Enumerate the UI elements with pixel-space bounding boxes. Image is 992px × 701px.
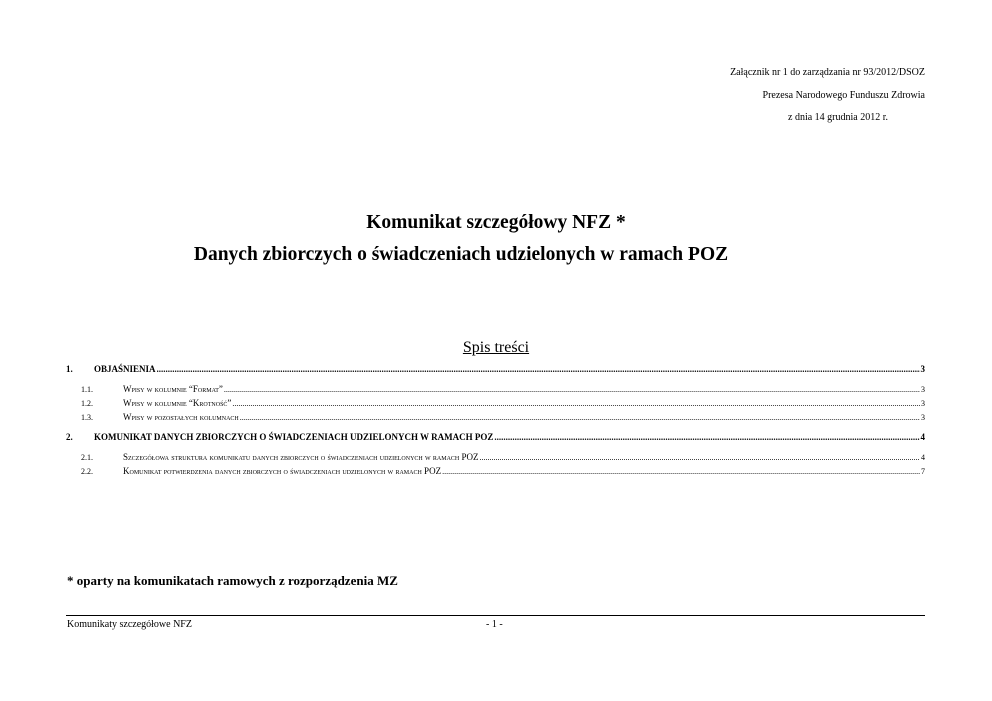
toc-entry-label: OBJAŚNIENIA	[94, 364, 156, 374]
toc-entry-2-1[interactable]	[66, 452, 925, 462]
toc-leader-dots	[232, 399, 920, 408]
toc-entry-number: 2.	[66, 432, 73, 442]
toc-entry-label: Wpisy w kolumnie “Format”	[123, 384, 223, 394]
toc-entry-number: 1.1.	[81, 385, 93, 394]
toc-entry-page: 7	[921, 467, 925, 476]
toc-leader-dots	[494, 432, 919, 442]
toc-entry-page: 3	[921, 399, 925, 408]
footer-document-name: Komunikaty szczegółowe NFZ	[67, 619, 192, 630]
toc-entry-number: 1.2.	[81, 399, 93, 408]
toc-leader-dots	[157, 364, 920, 374]
toc-leader-dots	[442, 467, 920, 476]
toc-entry-1-2[interactable]	[66, 398, 925, 408]
toc-leader-dots	[240, 413, 920, 422]
toc-entry-number: 2.1.	[81, 453, 93, 462]
toc-entry-label: Wpisy w kolumnie “Krotność”	[123, 398, 232, 408]
toc-entry-label: Komunikat potwierdzenia danych zbiorczych o świadczeniach udzielonych w ramach POZ	[123, 466, 442, 476]
header-attachment-line: Załącznik nr 1 do zarządzania nr 93/2012/DSOZ	[730, 67, 925, 78]
toc-entry-page: 3	[921, 385, 925, 394]
toc-entry-2[interactable]	[66, 432, 925, 442]
toc-entry-page: 4	[920, 432, 925, 442]
header-issuer-line: Prezesa Narodowego Funduszu Zdrowia	[762, 90, 925, 101]
toc-entry-page: 3	[920, 364, 925, 374]
footer-divider	[66, 615, 925, 616]
toc-entry-2-2[interactable]	[66, 466, 925, 476]
footer-page-number: - 1 -	[486, 619, 503, 630]
toc-leader-dots	[224, 385, 920, 394]
toc-entry-number: 2.2.	[81, 467, 93, 476]
toc-entry-label: Szczegółowa struktura komunikatu danych zbiorczych o świadczeniach udzielonych w ramach POZ	[123, 452, 479, 462]
toc-entry-number: 1.	[66, 364, 73, 374]
header-date-line: z dnia 14 grudnia 2012 r.	[788, 112, 888, 123]
document-title: Komunikat szczegółowy NFZ *	[366, 212, 626, 233]
toc-entry-1[interactable]	[66, 364, 925, 374]
toc-entry-label: Wpisy w pozostałych kolumnach	[123, 412, 239, 422]
toc-entry-label: KOMUNIKAT DANYCH ZBIORCZYCH O ŚWIADCZENIACH UDZIELONYCH W RAMACH POZ	[94, 432, 494, 442]
toc-entry-page: 4	[921, 453, 925, 462]
footnote: * oparty na komunikatach ramowych z rozporządzenia MZ	[67, 573, 398, 588]
toc-heading: Spis treści	[462, 339, 530, 356]
toc-entry-1-3[interactable]	[66, 412, 925, 422]
document-subtitle: Danych zbiorczych o świadczeniach udzielonych w ramach POZ	[193, 244, 729, 265]
toc-entry-number: 1.3.	[81, 413, 93, 422]
toc-entry-page: 3	[921, 413, 925, 422]
toc-entry-1-1[interactable]	[66, 384, 925, 394]
toc-leader-dots	[480, 453, 921, 462]
